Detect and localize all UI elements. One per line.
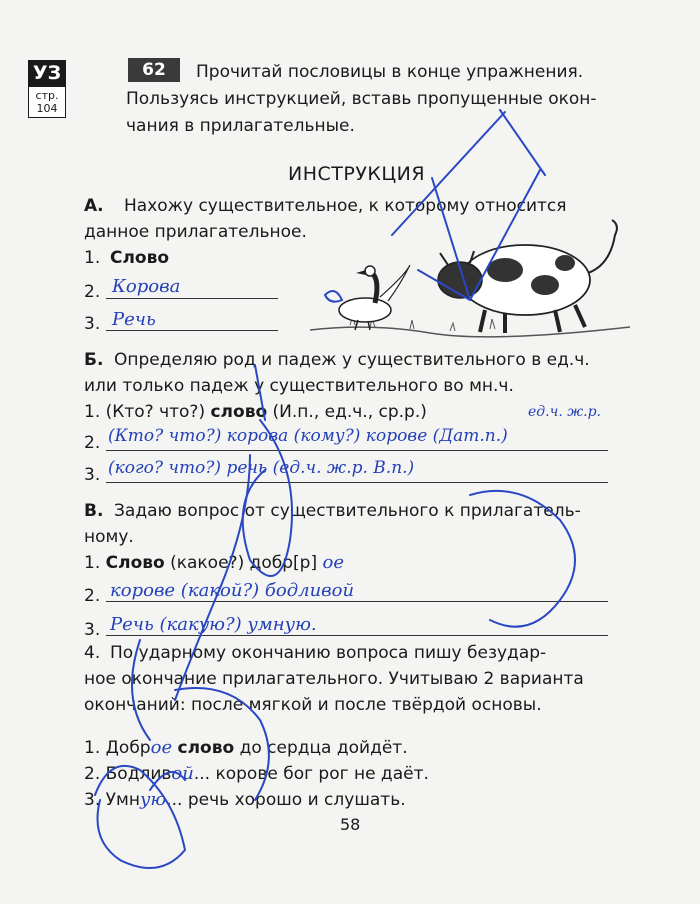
proverb-1-ending: ое (150, 737, 173, 758)
section-v-item-4-line-1: По ударному окончанию вопроса пишу безудар- (110, 643, 547, 663)
task-line-2: Пользуясь инструкцией, вставь пропущенные окон- (126, 89, 597, 109)
side-marker-label: УЗ (28, 60, 66, 86)
proverb-2-dots: ... (193, 764, 211, 784)
section-b-item-2-note: ед.ч. ж.р. (528, 404, 601, 420)
side-marker (28, 60, 66, 118)
proverb-3-dots: ... (166, 790, 183, 810)
section-b-line-2: или только падеж у существительного во мн.ч. (84, 376, 514, 396)
section-v-item-2-answer: корове (какой?) бодливой (110, 580, 355, 601)
page-number: 58 (340, 815, 361, 834)
answer-line (106, 330, 278, 331)
task-line-1: Прочитай пословицы в конце упражнения. (196, 62, 584, 82)
proverb-3-ending: ую (139, 789, 167, 810)
section-v-item-2-num: 2. (84, 586, 101, 606)
section-b-line-1: Определяю род и падеж у существительного в ед.ч. (114, 350, 590, 370)
section-a-letter: А. (84, 196, 104, 216)
section-v-item-3-num: 3. (84, 620, 101, 640)
section-a-item-2-answer: Корова (112, 276, 181, 297)
proverb-1-stem: Добр (105, 738, 151, 758)
exercise-number: 62 (128, 58, 180, 82)
section-a-item-1-text: Слово (110, 248, 170, 268)
proverb-1-rest: до сердца дойдёт. (239, 738, 408, 758)
goose-icon (339, 265, 410, 330)
section-v-item-3-answer: Речь (какую?) умную. (110, 614, 317, 635)
section-b-item-1-num: 1. (84, 402, 101, 422)
proverb-2 (84, 761, 429, 787)
section-b-letter: Б. (84, 350, 104, 370)
instruction-title: ИНСТРУКЦИЯ (288, 163, 426, 185)
section-b-item-3-num: 3. (84, 465, 101, 485)
section-v-line-1: Задаю вопрос от существительного к прилагатель- (114, 501, 581, 521)
proverb-2-stem: Бодлив (105, 764, 172, 784)
answer-line (106, 482, 608, 483)
page-ref-label: стр. (35, 89, 59, 102)
answer-line (106, 635, 608, 636)
section-a-line-2: данное прилагательное. (84, 222, 307, 242)
proverb-3 (84, 787, 406, 813)
page-ref-number: 104 (36, 102, 58, 115)
section-v-item-1-question: (какое?) добр[р] (170, 553, 318, 573)
section-v-item-1 (84, 550, 344, 576)
section-b-item-2-num: 2. (84, 433, 101, 453)
section-v-letter: В. (84, 501, 104, 521)
section-b-item-1-word: слово (210, 402, 268, 422)
section-a-item-2-num: 2. (84, 282, 101, 302)
proverb-2-num: 2. (84, 764, 101, 784)
task-line-3: чания в прилагательные. (126, 116, 355, 136)
proverb-2-ending: ой (171, 763, 194, 784)
side-marker-page-ref (28, 86, 66, 118)
section-v-item-4-line-2: ное окончание прилагательного. Учитываю 2 варианта (84, 669, 584, 689)
section-b-item-1-grammar: (И.п., ед.ч., ср.р.) (272, 402, 427, 422)
answer-line (106, 601, 608, 602)
proverb-1 (84, 735, 408, 761)
section-b-item-2-answer: (Кто? что?) корова (кому?) корове (Дат.п.) (108, 426, 508, 446)
section-b-item-1 (84, 399, 427, 425)
section-v-item-4-line-3: окончаний: после мягкой и после твёрдой основы. (84, 695, 542, 715)
cow-and-goose-illustration (310, 205, 630, 345)
cow-icon (438, 220, 617, 333)
section-v-item-1-answer: ое (322, 552, 344, 573)
proverb-1-noun: слово (177, 738, 235, 758)
proverb-3-stem: Умн (105, 790, 140, 810)
section-b-item-3-answer: (кого? что?) речь (ед.ч. ж.р. В.п.) (108, 458, 415, 478)
section-b-item-1-question: (Кто? что?) (105, 402, 206, 422)
proverb-1-num: 1. (84, 738, 101, 758)
section-a-item-3-answer: Речь (112, 309, 156, 330)
proverb-3-rest: речь хорошо и слушать. (187, 790, 406, 810)
section-v-line-2: ному. (84, 527, 134, 547)
section-v-item-1-num: 1. (84, 553, 101, 573)
section-v-item-4-num: 4. (84, 643, 101, 663)
answer-line (106, 450, 608, 451)
proverb-3-num: 3. (84, 790, 101, 810)
section-a-item-1-num: 1. (84, 248, 101, 268)
proverb-2-rest: корове бог рог не даёт. (215, 764, 429, 784)
answer-line (106, 298, 278, 299)
section-v-item-1-word: Слово (105, 553, 165, 573)
section-a-item-3-num: 3. (84, 314, 101, 334)
section-a-line-1: Нахожу существительное, к которому относится (124, 196, 567, 216)
